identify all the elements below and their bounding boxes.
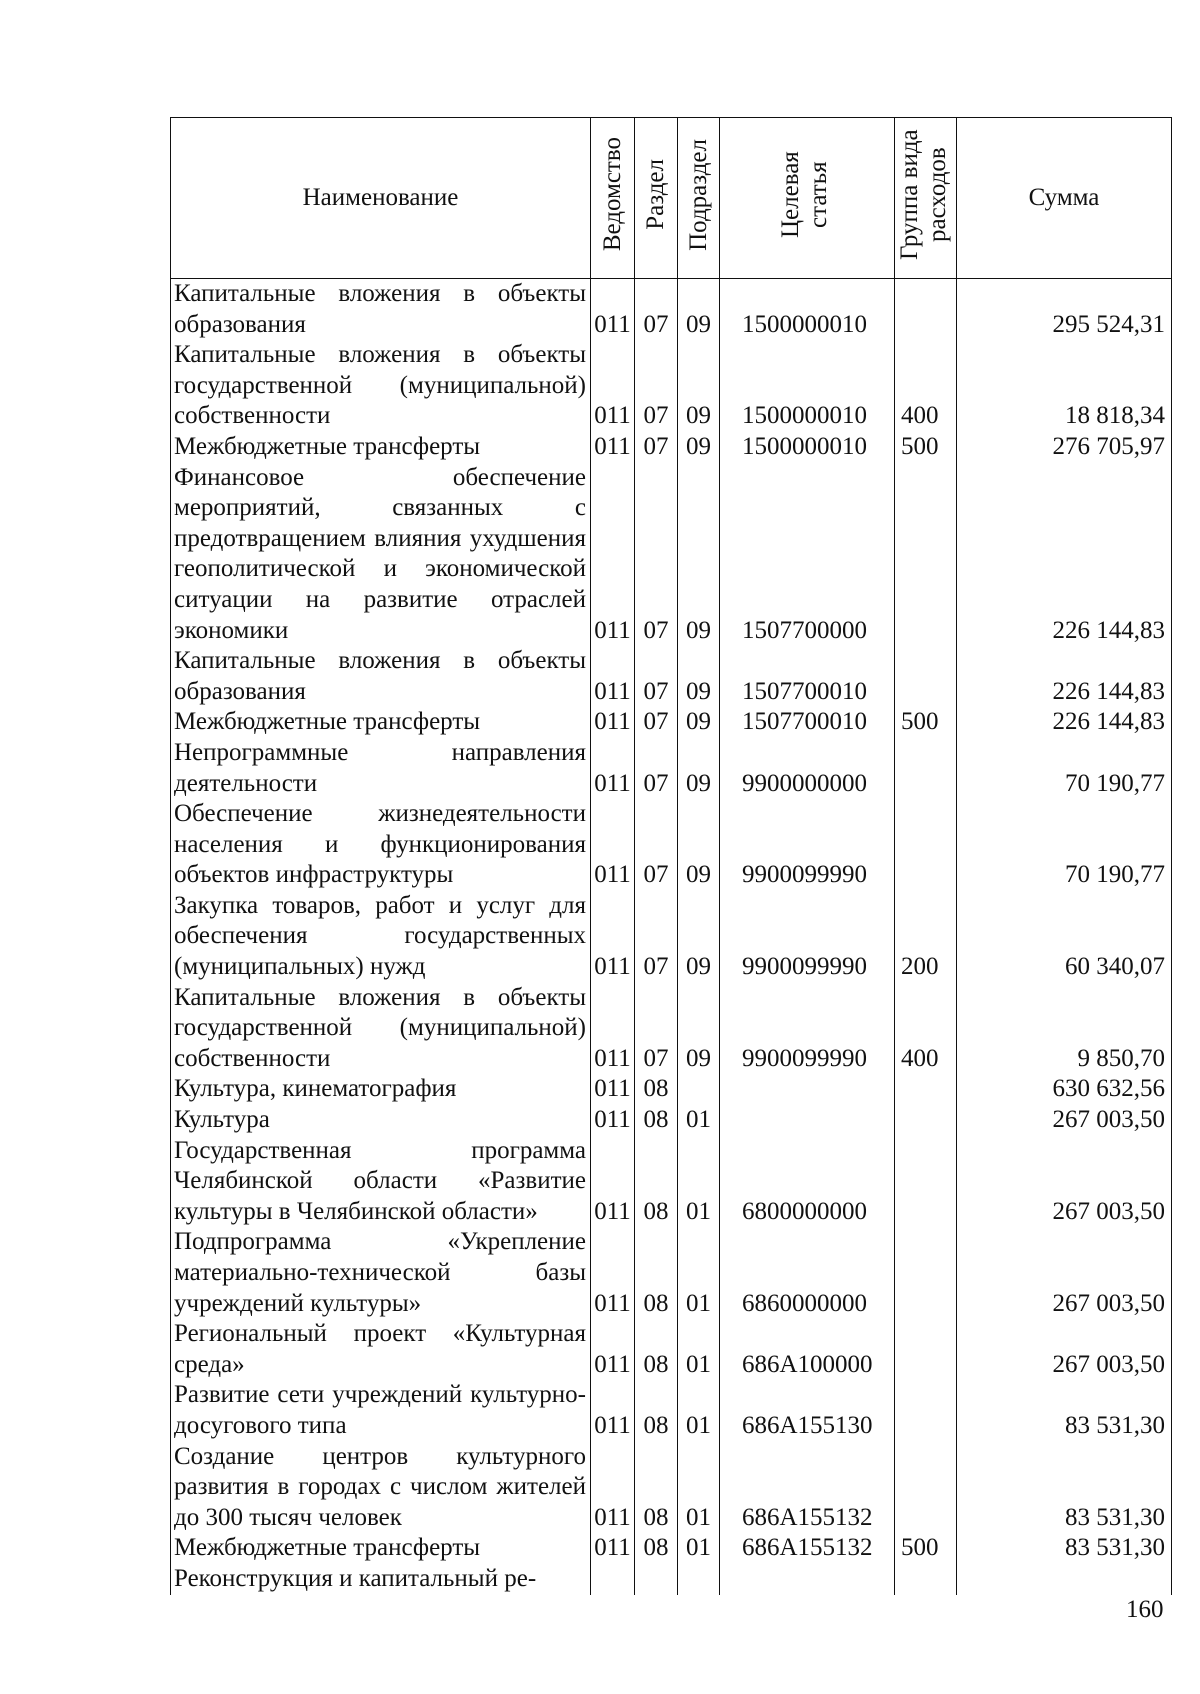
table-row [171,799,1172,891]
row-tselevaya-statya: 1500000010 [720,340,895,432]
table-row [171,279,1172,341]
row-tselevaya-statya: 6860000000 [720,1227,895,1319]
table-row [171,432,1172,463]
row-tselevaya-statya: 686A155132 [720,1533,895,1564]
row-summa [957,1564,1172,1595]
row-name: Непрограммные направления деятельности [171,738,591,799]
row-vedomstvo: 011 [591,1380,635,1441]
row-tselevaya-statya: 1500000010 [720,279,895,341]
header-razdel-label: Раздел [642,159,669,230]
row-razdel: 07 [635,738,678,799]
row-name: Создание центров культурного развития в городах с числом жителей до 300 тысяч человек [171,1442,591,1534]
row-tselevaya-statya: 686A100000 [720,1319,895,1380]
row-summa: 83 531,30 [957,1380,1172,1441]
header-tselevaya-statya [720,118,895,279]
row-tselevaya-statya: 6800000000 [720,1136,895,1228]
row-vedomstvo: 011 [591,279,635,341]
header-gruppa-label: Группа вида расходов [895,129,951,260]
row-razdel: 08 [635,1105,678,1136]
row-razdel: 07 [635,707,678,738]
row-vedomstvo: 011 [591,1074,635,1105]
row-vedomstvo: 011 [591,983,635,1075]
table-row [171,1105,1172,1136]
header-vedomstvo-label: Ведомство [598,137,626,252]
row-vedomstvo: 011 [591,646,635,707]
row-summa: 267 003,50 [957,1105,1172,1136]
row-gruppa [895,646,957,707]
row-podrazdel: 01 [678,1442,720,1534]
table-row [171,1227,1172,1319]
row-tselevaya-statya: 9900099990 [720,799,895,891]
row-summa: 267 003,50 [957,1136,1172,1228]
row-name: Культура [171,1105,591,1136]
header-tselevaya-statya-label: Целевая статья [777,151,832,238]
row-vedomstvo: 011 [591,1227,635,1319]
row-name: Межбюджетные трансферты [171,432,591,463]
row-name: Капитальные вложения в объекты образования [171,646,591,707]
row-name: Культура, кинематография [171,1074,591,1105]
row-vedomstvo: 011 [591,463,635,647]
row-razdel: 08 [635,1227,678,1319]
row-podrazdel: 09 [678,340,720,432]
row-name: Региональный проект «Культурная среда» [171,1319,591,1380]
row-vedomstvo: 011 [591,1533,635,1564]
row-name: Реконструкция и капитальный ре- [171,1564,591,1595]
row-razdel: 07 [635,799,678,891]
table-row [171,1319,1172,1380]
table-row [171,646,1172,707]
row-gruppa [895,738,957,799]
row-podrazdel: 01 [678,1533,720,1564]
row-podrazdel: 01 [678,1136,720,1228]
row-razdel: 07 [635,983,678,1075]
table-row [171,983,1172,1075]
budget-table [170,117,1172,1595]
header-vedomstvo [591,118,635,279]
page-number: 160 [1126,1596,1164,1623]
row-gruppa [895,799,957,891]
row-vedomstvo [591,1564,635,1595]
row-summa: 226 144,83 [957,463,1172,647]
table-body [171,279,1172,1595]
row-razdel: 07 [635,432,678,463]
row-podrazdel: 09 [678,891,720,983]
row-podrazdel: 01 [678,1380,720,1441]
row-summa: 60 340,07 [957,891,1172,983]
row-vedomstvo: 011 [591,738,635,799]
row-name: Обеспечение жизнедеятельности населения и функционирования объектов инфраструктуры [171,799,591,891]
row-name: Государственная программа Челябинской области «Развитие культуры в Челябинской области» [171,1136,591,1228]
row-podrazdel: 09 [678,432,720,463]
row-gruppa [895,1319,957,1380]
row-podrazdel: 09 [678,279,720,341]
row-tselevaya-statya [720,1074,895,1105]
table-row [171,1136,1172,1228]
row-razdel [635,1564,678,1595]
row-podrazdel: 09 [678,738,720,799]
row-name: Капитальные вложения в объекты государственной (муниципальной) собственности [171,340,591,432]
row-vedomstvo: 011 [591,1442,635,1534]
row-summa: 226 144,83 [957,707,1172,738]
row-podrazdel: 01 [678,1227,720,1319]
row-summa: 83 531,30 [957,1533,1172,1564]
table-row [171,707,1172,738]
row-name: Капитальные вложения в объекты образования [171,279,591,341]
budget-table-container [170,117,1171,1595]
row-gruppa: 500 [895,1533,957,1564]
row-razdel: 08 [635,1319,678,1380]
row-podrazdel: 09 [678,646,720,707]
row-tselevaya-statya: 9900099990 [720,983,895,1075]
header-podrazdel-label: Подраздел [684,138,712,251]
row-name: Межбюджетные трансферты [171,707,591,738]
row-vedomstvo: 011 [591,707,635,738]
row-name: Финансовое обеспечение мероприятий, связанных с предотвращением влияния ухудшения геополитической и экономической ситуации на развитие отраслей экономики [171,463,591,647]
row-summa: 267 003,50 [957,1319,1172,1380]
row-razdel: 08 [635,1136,678,1228]
row-podrazdel: 01 [678,1319,720,1380]
row-tselevaya-statya: 1507700010 [720,707,895,738]
row-name: Подпрограмма «Укрепление материально-технической базы учреждений культуры» [171,1227,591,1319]
row-gruppa [895,279,957,341]
row-vedomstvo: 011 [591,891,635,983]
row-razdel: 08 [635,1074,678,1105]
row-summa: 18 818,34 [957,340,1172,432]
row-tselevaya-statya: 1507700000 [720,463,895,647]
row-podrazdel: 09 [678,799,720,891]
header-razdel [635,118,678,279]
row-vedomstvo: 011 [591,1319,635,1380]
row-podrazdel [678,1564,720,1595]
row-podrazdel: 09 [678,983,720,1075]
row-razdel: 07 [635,463,678,647]
row-razdel: 07 [635,891,678,983]
row-summa: 9 850,70 [957,983,1172,1075]
table-row [171,738,1172,799]
row-gruppa [895,1074,957,1105]
row-name: Закупка товаров, работ и услуг для обеспечения государственных (муниципальных) нужд [171,891,591,983]
row-name: Капитальные вложения в объекты государственной (муниципальной) собственности [171,983,591,1075]
row-summa: 70 190,77 [957,799,1172,891]
row-tselevaya-statya: 9900099990 [720,891,895,983]
row-razdel: 08 [635,1380,678,1441]
table-row [171,1380,1172,1441]
row-summa: 83 531,30 [957,1442,1172,1534]
row-razdel: 07 [635,646,678,707]
row-summa: 70 190,77 [957,738,1172,799]
table-row [171,463,1172,647]
row-gruppa [895,1564,957,1595]
row-gruppa [895,1380,957,1441]
row-name: Развитие сети учреждений культурно-досугового типа [171,1380,591,1441]
row-vedomstvo: 011 [591,1136,635,1228]
header-row [171,118,1172,279]
row-tselevaya-statya: 9900000000 [720,738,895,799]
row-gruppa [895,1227,957,1319]
row-gruppa [895,1136,957,1228]
table-row [171,891,1172,983]
row-gruppa: 500 [895,432,957,463]
row-vedomstvo: 011 [591,340,635,432]
table-row [171,1533,1172,1564]
row-podrazdel: 09 [678,463,720,647]
row-tselevaya-statya [720,1105,895,1136]
row-summa: 226 144,83 [957,646,1172,707]
header-summa: Сумма [957,118,1172,279]
row-razdel: 08 [635,1442,678,1534]
row-summa: 276 705,97 [957,432,1172,463]
table-header [171,118,1172,279]
row-razdel: 07 [635,340,678,432]
header-gruppa-vida-rashodov [895,118,957,279]
row-gruppa [895,1442,957,1534]
row-gruppa: 400 [895,340,957,432]
row-tselevaya-statya [720,1564,895,1595]
row-gruppa: 200 [895,891,957,983]
row-gruppa: 400 [895,983,957,1075]
row-name: Межбюджетные трансферты [171,1533,591,1564]
row-razdel: 08 [635,1533,678,1564]
row-vedomstvo: 011 [591,432,635,463]
header-podrazdel [678,118,720,279]
row-vedomstvo: 011 [591,799,635,891]
row-gruppa [895,1105,957,1136]
row-tselevaya-statya: 686A155132 [720,1442,895,1534]
row-summa: 295 524,31 [957,279,1172,341]
row-gruppa [895,463,957,647]
table-row [171,1564,1172,1595]
row-tselevaya-statya: 1507700010 [720,646,895,707]
row-podrazdel: 09 [678,707,720,738]
table-row [171,1074,1172,1105]
row-razdel: 07 [635,279,678,341]
row-vedomstvo: 011 [591,1105,635,1136]
row-summa: 630 632,56 [957,1074,1172,1105]
row-tselevaya-statya: 686A155130 [720,1380,895,1441]
header-name: Наименование [171,118,591,279]
row-tselevaya-statya: 1500000010 [720,432,895,463]
table-row [171,1442,1172,1534]
row-gruppa: 500 [895,707,957,738]
row-podrazdel: 01 [678,1105,720,1136]
table-row [171,340,1172,432]
row-summa: 267 003,50 [957,1227,1172,1319]
row-podrazdel [678,1074,720,1105]
